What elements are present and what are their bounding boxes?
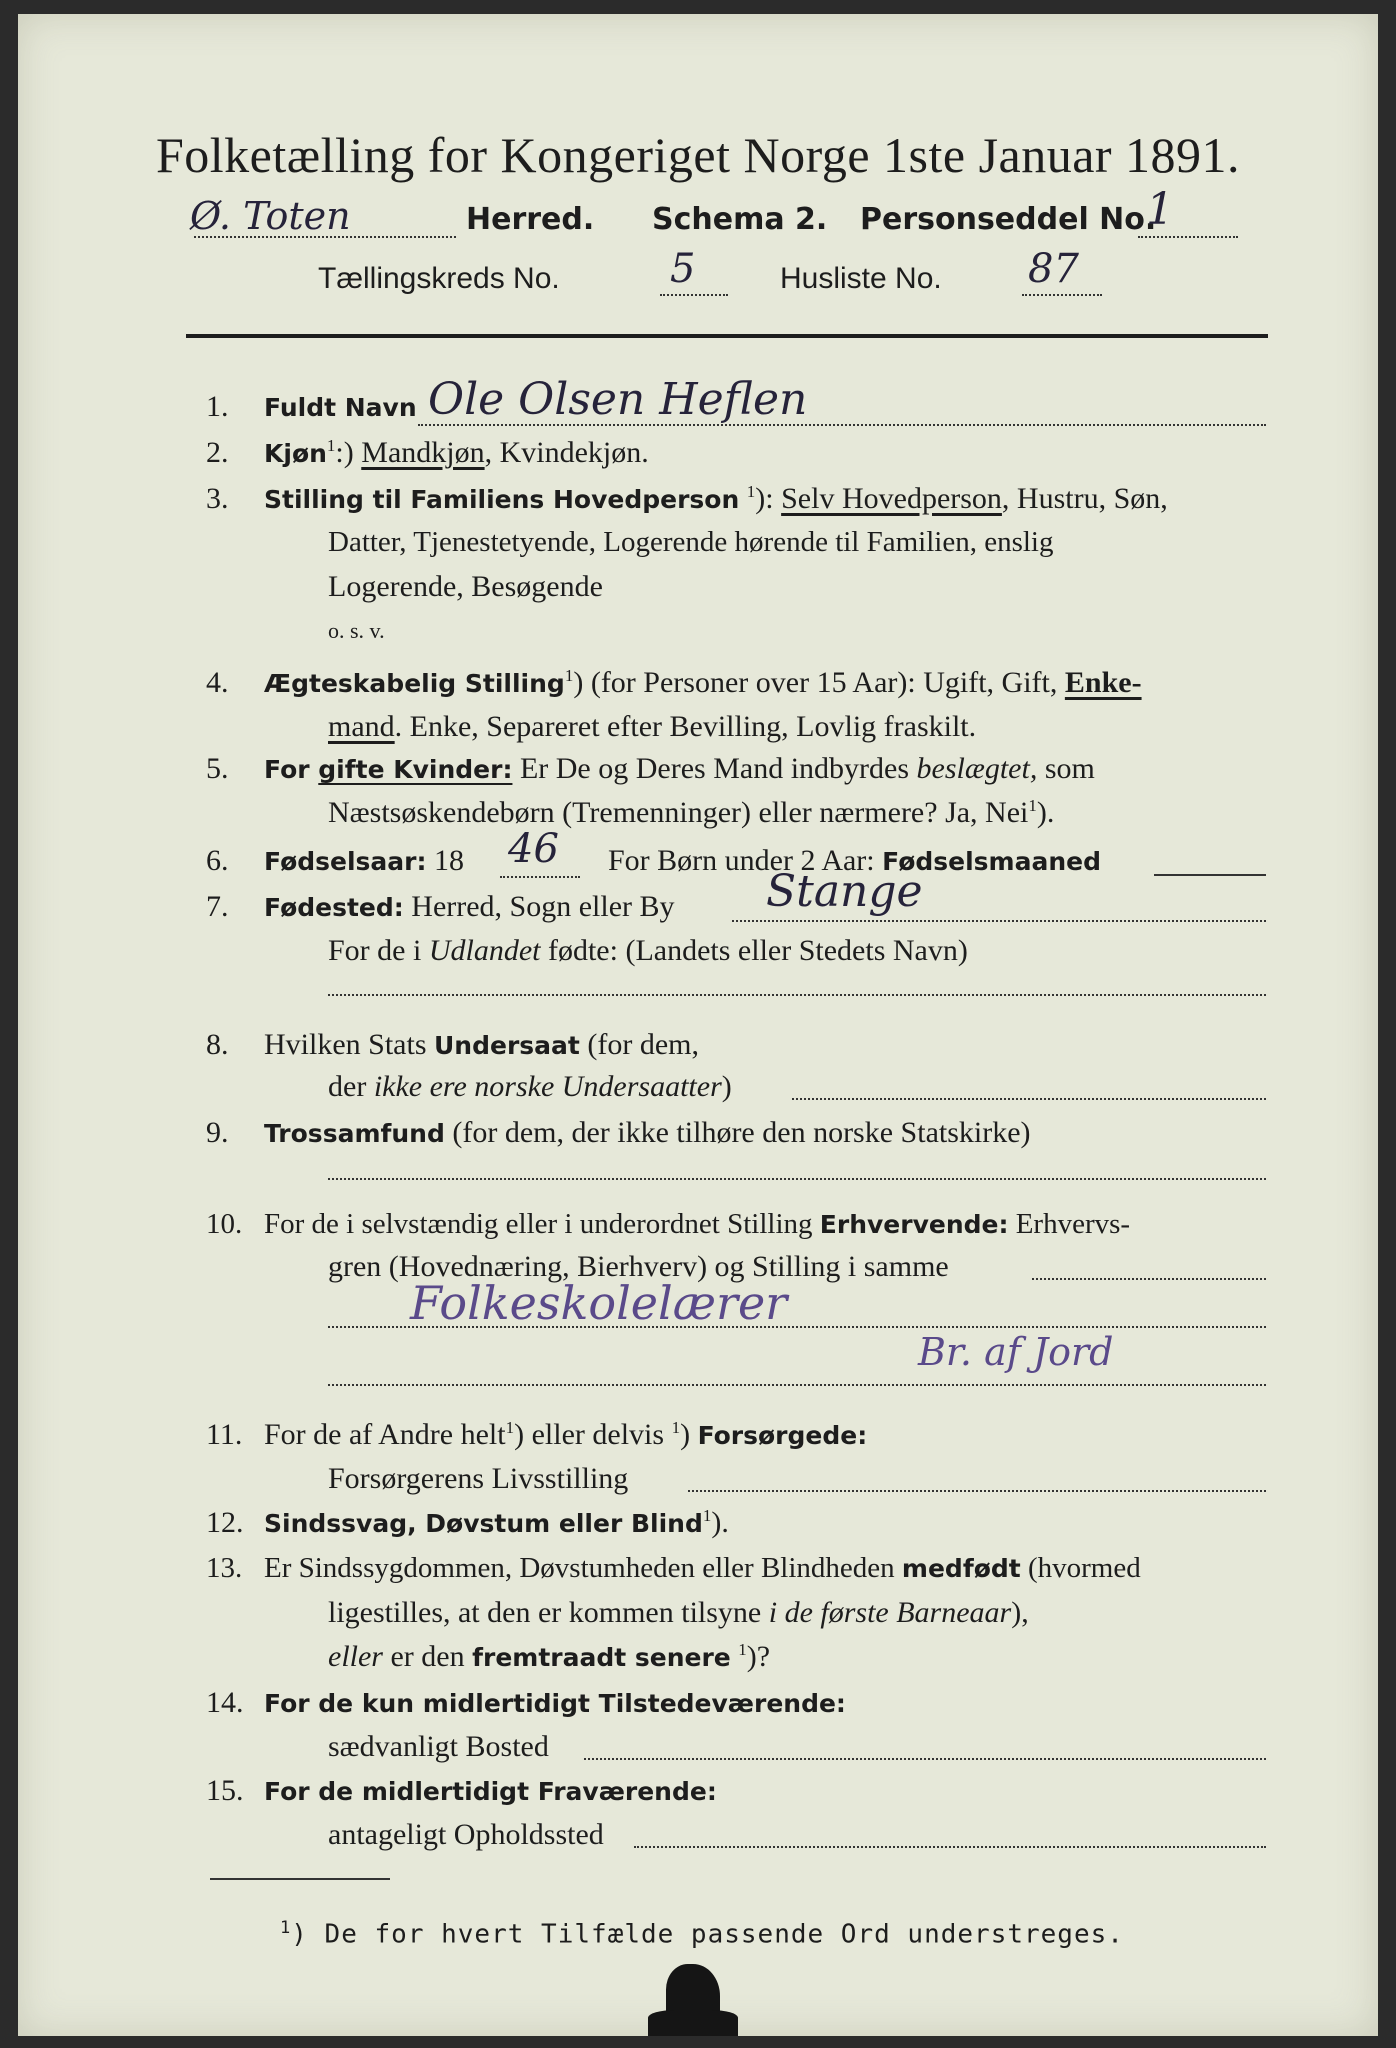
q8-label: Undersaat (434, 1031, 580, 1060)
kreds-value: 5 (670, 246, 696, 292)
q2-option: , Kvindekjøn. (484, 436, 649, 469)
q15-line1: 15. For de midlertidigt Fraværende: (206, 1774, 717, 1807)
header-divider (186, 334, 1268, 338)
q7-line1: 7. Fødested: Herred, Sogn eller By (206, 890, 675, 923)
q3-option-selected: Selv Hovedperson (781, 482, 1002, 515)
q6-year-dotted-line (500, 876, 580, 878)
q12-label: Sindssvag, Døvstum eller Blind (264, 1509, 703, 1538)
q4-line1: 4. Ægteskabelig Stilling$^1$) (for Personer over 15 Aar): Ugift, Gift, Enke- (206, 666, 1142, 699)
q8-number: 8. (206, 1028, 229, 1061)
q4-number: 4. (206, 666, 229, 699)
q10-answer-note: Br. af Jord (918, 1330, 1114, 1374)
q4-line2: mand. Enke, Separeret efter Bevilling, Lovlig fraskilt. (328, 710, 977, 743)
q5-number: 5. (206, 752, 229, 785)
q10-dotted-line3 (328, 1384, 1266, 1386)
q6-rest: For Børn under 2 Aar: Fødselsmaaned (608, 844, 1102, 877)
q8-line2: der ikke ere norske Undersaatter) (328, 1070, 732, 1103)
q9-line: 9. Trossamfund (for dem, der ikke tilhøre den norske Statskirke) (206, 1116, 1031, 1149)
q7-answer: Stange (766, 866, 923, 917)
q4-label: Ægteskabelig Stilling (264, 669, 565, 698)
q14-label: midlertidigt Tilstedeværende: (422, 1689, 846, 1718)
q14-line2: sædvanligt Bosted (328, 1730, 549, 1763)
q1-line (206, 390, 417, 424)
q9-dotted-line (328, 1178, 1266, 1180)
q6-dash-line (1154, 874, 1266, 876)
personseddel-dotted-line (1138, 236, 1238, 238)
q12-line: 12. Sindssvag, Døvstum eller Blind$^1$). (206, 1506, 729, 1539)
q14-line1: 14. For de kun midlertidigt Tilstedeværende: (206, 1686, 846, 1719)
q9-label: Trossamfund (264, 1119, 445, 1148)
footnote: $^1$) De for hvert Tilfælde passende Ord understreges. (280, 1918, 1124, 1950)
q2-number: 2. (206, 436, 229, 469)
q5-label: gifte Kvinder: (318, 755, 513, 784)
q1-number: 1. (206, 390, 229, 423)
herred-dotted-line (194, 236, 456, 238)
q6-line: 6. Fødselsaar: 18 (206, 844, 464, 877)
q14-dotted-line (584, 1758, 1266, 1760)
q10-answer-occupation: Folkeskolelærer (410, 1276, 788, 1330)
schema-label: Schema 2. (652, 202, 828, 237)
q11-label: Forsørgede: (697, 1421, 868, 1450)
q6-year-value: 46 (508, 826, 559, 872)
q2-option-selected: Mandkjøn (361, 436, 485, 469)
husliste-value: 87 (1028, 246, 1079, 292)
q15-line2: antageligt Opholdssted (328, 1818, 604, 1851)
q5-line1: 5. For gifte Kvinder: Er De og Deres Mand indbyrdes beslægtet, som (206, 752, 1095, 785)
ink-stain-base (648, 2010, 738, 2036)
q6-label: Fødselsaar: (264, 847, 427, 876)
footnote-rule (210, 1878, 390, 1880)
q3-line2: Datter, Tjenestetyende, Logerende hørende til Familien, enslig (328, 526, 1054, 558)
herred-label: Herred. (466, 202, 595, 237)
q3-line3: Logerende, Besøgende (328, 570, 603, 603)
q3-label: Stilling til Familiens Hovedperson (264, 485, 740, 514)
q8-line1: 8. Hvilken Stats Undersaat (for dem, (206, 1028, 699, 1061)
q10-label: Erhvervende: (819, 1210, 1009, 1239)
q11-line1: 11. For de af Andre helt$^1$) eller delvis $^1$) Forsørgede: (206, 1418, 868, 1451)
q13-number: 13. (206, 1552, 243, 1584)
q5-line2: Næstsøskendebørn (Tremenninger) eller nærmere? Ja, Nei$^1$). (328, 796, 1055, 829)
kreds-label: Tællingskreds No. (318, 262, 560, 295)
q7-number: 7. (206, 890, 229, 923)
q11-number: 11. (206, 1418, 243, 1451)
personseddel-label: Personseddel No. (860, 202, 1157, 237)
q7-label: Fødested: (264, 893, 404, 922)
herred-value: Ø. Toten (190, 194, 351, 238)
q7-dotted-line (732, 920, 1266, 922)
q10-dotted-line2 (328, 1326, 1266, 1328)
census-form-page (18, 14, 1378, 2036)
q3-line4: o. s. v. (328, 618, 385, 643)
q7-line2: For de i Udlandet fødte: (Landets eller Stedets Navn) (328, 934, 968, 967)
q6-number: 6. (206, 844, 229, 877)
personseddel-value: 1 (1146, 184, 1174, 235)
q3-number: 3. (206, 482, 229, 515)
form-title: Folketælling for Kongeriget Norge 1ste Januar 1891. (155, 127, 1241, 183)
q3-line1: 3. Stilling til Familiens Hovedperson $^1$): Selv Hovedperson, Hustru, Søn, (206, 482, 1168, 515)
husliste-label: Husliste No. (780, 262, 942, 295)
q4-option-selected-a: Enke- (1064, 666, 1142, 699)
q8-dotted-line (792, 1098, 1266, 1100)
q2-line: 2. Kjøn$^1$:) Mandkjøn, Kvindekjøn. (206, 436, 649, 469)
q14-number: 14. (206, 1686, 244, 1719)
q10-dotted-line (1032, 1278, 1266, 1280)
q13-line2: ligestilles, at den er kommen tilsyne i de første Barneaar), (328, 1596, 1029, 1629)
q10-number: 10. (206, 1208, 243, 1240)
kreds-dotted-line (660, 294, 728, 296)
q15-label: midlertidigt Fraværende: (361, 1777, 717, 1806)
q9-number: 9. (206, 1116, 229, 1149)
q12-number: 12. (206, 1506, 244, 1539)
q2-label: Kjøn (264, 439, 327, 468)
q7-dotted-line2 (328, 994, 1266, 996)
q13-line3: eller er den fremtraadt senere $^1$)? (328, 1640, 771, 1673)
q15-number: 15. (206, 1774, 244, 1807)
q1-answer: Ole Olsen Heflen (428, 374, 808, 425)
q4-option-selected-b: mand (328, 710, 395, 743)
q13-line1: 13. Er Sindssygdommen, Døvstumheden eller Blindheden medfødt (hvormed (206, 1552, 1141, 1584)
q1-dotted-line (418, 424, 1266, 426)
q11-line2: Forsørgerens Livsstilling (328, 1462, 629, 1495)
q1-label: Fuldt Navn (264, 393, 417, 422)
q10-line2: gren (Hovednæring, Bierhverv) og Stilling i samme (328, 1250, 949, 1283)
husliste-dotted-line (1022, 294, 1102, 296)
q15-dotted-line (634, 1846, 1266, 1848)
q10-line1: 10. For de i selvstændig eller i underordnet Stilling Erhvervende: Erhvervs- (206, 1208, 1131, 1240)
q13-label: medfødt (901, 1554, 1021, 1583)
q11-dotted-line (688, 1490, 1266, 1492)
